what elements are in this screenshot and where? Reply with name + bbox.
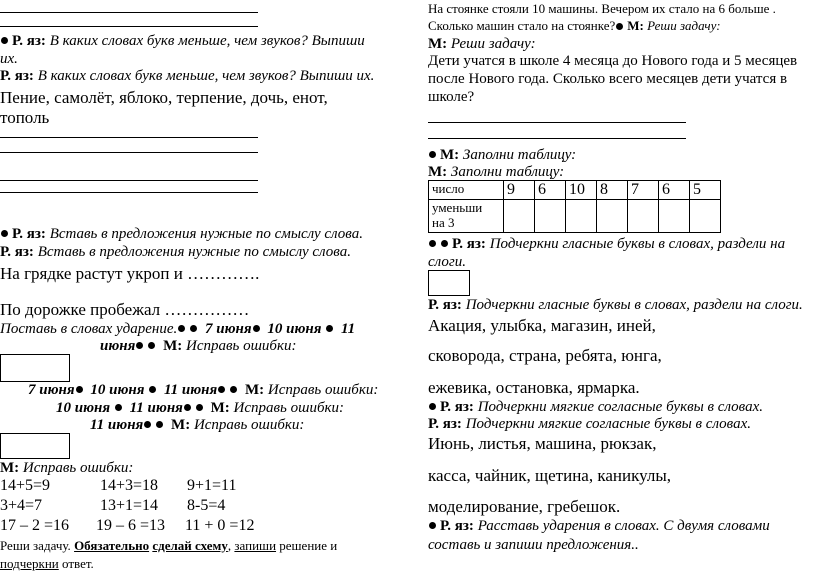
- answer-line: [0, 180, 258, 181]
- task-header: Р. яз: Подчеркни гласные буквы в словах, раздели на слоги.: [428, 297, 803, 313]
- math-item: 11 + 0 =12: [185, 517, 255, 534]
- table-cell: 9: [504, 181, 535, 200]
- math-item: 3+4=7: [0, 497, 43, 514]
- sentence-blank: На грядке растут укроп и ………….: [0, 264, 260, 283]
- word-list: ежевика, остановка, ярмарка.: [428, 378, 640, 397]
- word-list: Акация, улыбка, магазин, иней,: [428, 316, 656, 335]
- problem-text: Сколько машин стало на стоянке? М: Реши задачу:: [428, 18, 721, 33]
- subject-label: Р. яз:: [0, 68, 34, 84]
- math-item: 8-5=4: [187, 497, 226, 514]
- bullet-icon: [76, 386, 83, 393]
- stress-task-repeat: 7 июня 10 июня 11 июня М: Исправь ошибки:: [28, 382, 379, 398]
- task-header: [0, 68, 374, 85]
- table-row: [429, 200, 721, 233]
- answer-line: [0, 192, 258, 193]
- bullet-icon: [148, 342, 155, 349]
- word-list: Пение, самолёт, яблоко, терпение, дочь, енот,: [0, 88, 328, 107]
- subject-label: Р. яз:: [0, 244, 34, 260]
- table-cell: 7: [628, 181, 659, 200]
- bullet-icon: [115, 404, 122, 411]
- answer-line: [428, 122, 686, 123]
- bullet-icon: [253, 325, 260, 332]
- bullet-icon: [136, 342, 143, 349]
- table-cell-empty[interactable]: [535, 200, 566, 233]
- word-list: Июнь, листья, машина, рюкзак,: [428, 434, 657, 453]
- problem-instruction: Реши задачу. Обязательно сделай схему, запиши решение и: [0, 538, 338, 553]
- answer-line: [0, 12, 258, 13]
- word-list: тополь: [0, 108, 50, 127]
- table-cell: 5: [690, 181, 721, 200]
- stress-task: Поставь в словах ударение. 7 июня 10 июня 11: [0, 321, 356, 337]
- math-item: 9+1=11: [187, 477, 237, 494]
- task-header: М: Заполни таблицу:: [428, 147, 576, 164]
- task-text: В каких словах букв меньше, чем звуков? Выпиши: [49, 33, 365, 49]
- bullet-icon: [190, 325, 197, 332]
- sentence-blank: По дорожке пробежал ……………: [0, 300, 250, 319]
- bullet-icon: [326, 325, 333, 332]
- bullet-icon: [178, 325, 185, 332]
- bullet-icon: [429, 151, 436, 158]
- task-header: Р. яз: Расставь ударения в словах. С двумя словами: [428, 518, 770, 535]
- task-header: М: Реши задачу:: [428, 36, 536, 52]
- word-list: касса, чайник, щетина, каникулы,: [428, 466, 672, 485]
- math-item: 19 – 6 =13: [96, 517, 166, 534]
- stress-task-repeat: 10 июня 11 июня М: Исправь ошибки:: [56, 400, 345, 416]
- word-list: моделирование, гребешок.: [428, 497, 621, 516]
- bullet-icon: [144, 421, 151, 428]
- problem-text: Дети учатся в школе 4 месяца до Нового года и 5 месяцев: [428, 53, 798, 69]
- problem-text: школе?: [428, 89, 475, 105]
- task-header: [0, 33, 365, 50]
- bullet-icon: [230, 386, 237, 393]
- table-header-cell: число: [429, 181, 504, 200]
- task-header: [0, 244, 351, 261]
- bullet-icon: [429, 240, 436, 247]
- problem-text: На стоянке стояли 10 машины. Вечером их стало на 6 больше .: [428, 1, 776, 16]
- grade-box: [428, 270, 470, 296]
- problem-text: после Нового года. Сколько всего месяцев дети учатся в: [428, 71, 788, 87]
- table-header-cell: уменьши на 3: [429, 200, 504, 233]
- subject-label: Р. яз:: [12, 226, 46, 242]
- bullet-icon: [1, 37, 8, 44]
- math-item: 14+5=9: [0, 477, 51, 494]
- task-text: В каких словах букв меньше, чем звуков? Выпиши их.: [37, 68, 375, 84]
- math-item: 13+1=14: [100, 497, 159, 514]
- table-cell-empty[interactable]: [690, 200, 721, 233]
- task-header: Р. яз: Подчеркни мягкие согласные буквы в словах.: [428, 399, 763, 416]
- word-list: сковорода, страна, ребята, юнга,: [428, 346, 662, 365]
- task-header: Р. яз: Подчеркни мягкие согласные буквы в словах.: [428, 416, 751, 432]
- answer-line: [0, 26, 258, 27]
- task-header: [0, 226, 363, 243]
- task-text-tail: слоги.: [428, 254, 466, 270]
- table-cell-empty[interactable]: [628, 200, 659, 233]
- task-header: Р. яз: Подчеркни гласные буквы в словах, раздели на: [428, 236, 785, 253]
- table-cell-empty[interactable]: [566, 200, 597, 233]
- stress-task-repeat: 11 июня М: Исправь ошибки:: [90, 417, 305, 433]
- stress-task-cont: июня М: Исправь ошибки:: [100, 338, 297, 354]
- table-cell: 6: [659, 181, 690, 200]
- bullet-icon: [616, 23, 623, 30]
- bullet-icon: [149, 386, 156, 393]
- table-cell: 10: [566, 181, 597, 200]
- answer-line: [428, 138, 686, 139]
- task-text-tail: составь и запиши предложения..: [428, 537, 639, 553]
- math-item: 17 – 2 =16: [0, 517, 70, 534]
- problem-instruction-cont: подчеркни ответ.: [0, 556, 94, 571]
- bullet-icon: [218, 386, 225, 393]
- task-header: М: Заполни таблицу:: [428, 164, 565, 180]
- grade-box: [0, 354, 70, 382]
- table-cell-empty[interactable]: [597, 200, 628, 233]
- bullet-icon: [429, 522, 436, 529]
- table-cell-empty[interactable]: [504, 200, 535, 233]
- answer-line: [0, 137, 258, 138]
- grade-box: [0, 433, 70, 459]
- bullet-icon: [429, 403, 436, 410]
- table-cell-empty[interactable]: [659, 200, 690, 233]
- table-cell: 6: [535, 181, 566, 200]
- task-text-tail: их.: [0, 51, 18, 67]
- bullet-icon: [1, 230, 8, 237]
- bullet-icon: [196, 404, 203, 411]
- task-text: Вставь в предложения нужные по смыслу слова.: [49, 226, 363, 242]
- bullet-icon: [441, 240, 448, 247]
- fill-table: [428, 180, 721, 233]
- table-cell: 8: [597, 181, 628, 200]
- bullet-icon: [184, 404, 191, 411]
- table-row: [429, 181, 721, 200]
- math-item: 14+3=18: [100, 477, 159, 494]
- answer-line: [0, 152, 258, 153]
- subject-label: Р. яз:: [12, 33, 46, 49]
- bullet-icon: [156, 421, 163, 428]
- task-text: Вставь в предложения нужные по смыслу слова.: [37, 244, 351, 260]
- task-header: М: Исправь ошибки:: [0, 460, 134, 476]
